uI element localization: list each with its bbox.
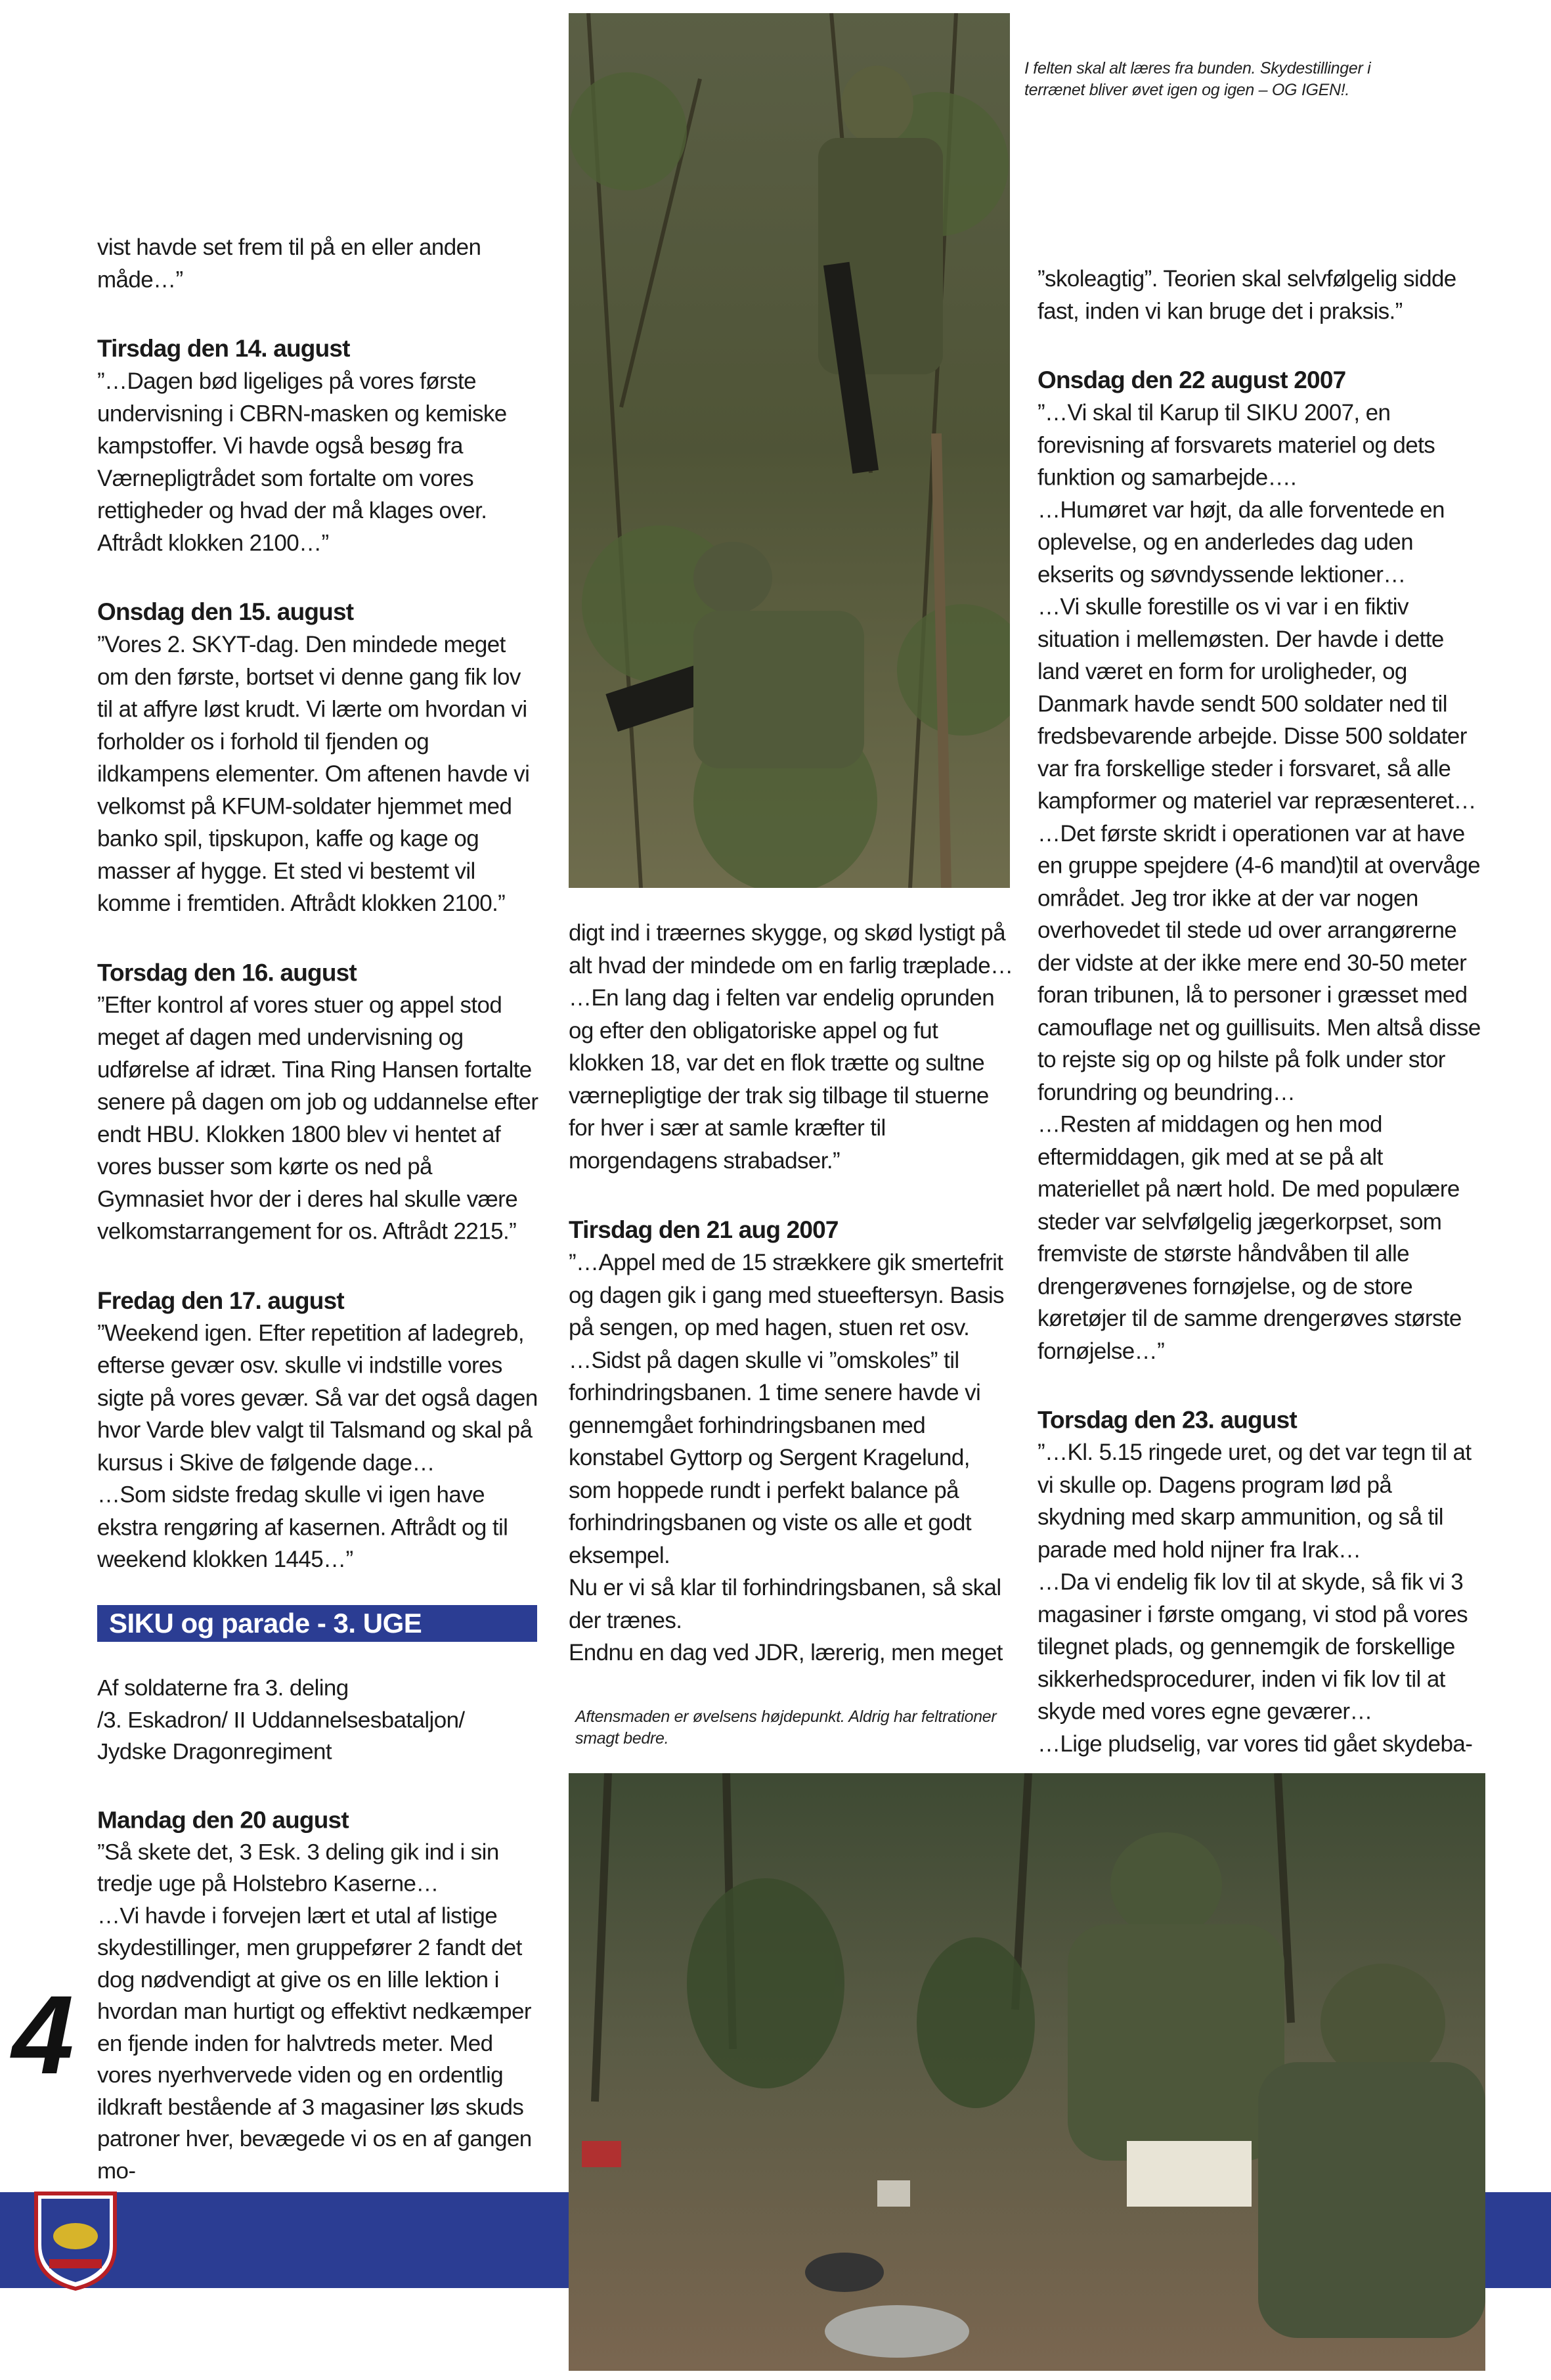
field-rations-photo	[569, 1773, 1485, 2371]
text-col2-cont: digt ind i træernes skygge, og skød lystigt på alt hvad der mindede om en farlig træplade… …En lang dag i felten var endelig oprunden og efter den obligatoriske appel og fut klokken 18, var det en flok trætte og sultne værnepligtige der trak sig tilbage til stuerne for hver i sær at samle kræfter til morgendagens strabadser.”	[569, 920, 1013, 1174]
heading-tue14: Tirsdag den 14. august	[97, 335, 350, 363]
text-wed15: ”Vores 2. SKYT-dag. Den mindede meget om den første, bortset vi denne gang fik lov til at affyre løst krudt. Vi lærte om hvordan vi forholder os i forhold til fjenden og ildkampens elementer. Om aftenen havde vi velkomst på KFUM-soldater hjemmet med banko spil, tipskupon, kaffe og kage og masser af hygge. Et sted vi bestemt vil komme i fremtiden. Aftrådt klokken 2100.”	[97, 632, 530, 916]
heading-thu16: Torsdag den 16. august	[97, 959, 357, 986]
heading-thu23: Torsdag den 23. august	[1038, 1406, 1297, 1434]
authors: Af soldaterne fra 3. deling /3. Eskadron/ II Uddannelsesbataljon/ Jydske Dragonregiment	[97, 1675, 465, 1765]
text-col3-cont: ”skoleagtig”. Teorien skal selvfølgelig sidde fast, inden vi kan bruge det i praksis.”	[1038, 265, 1456, 324]
text-thu16: ”Efter kontrol af vores stuer og appel stod meget af dagen med undervisning og udførelse af idræt. Tina Ring Hansen fortalte senere på dagen om job og uddannelse efter endt HBU. Klokken 1800 blev vi hentet af vores busser som kørte os ned på Gymnasiet hvor der i deres hal skulle være velkomstarrangement for os. Aftrådt 2215.”	[97, 992, 538, 1245]
heading-wed15: Onsdag den 15. august	[97, 598, 354, 626]
text-tue14: ”…Dagen bød ligeliges på vores første undervisning i CBRN-masken og kemiske kampstoffer. Vi havde også besøg fra Værnepligtrådet som fortalte om vores rettigheder og hvad der må klages over. Aftrådt klokken 2100…”	[97, 368, 507, 556]
heading-mon20: Mandag den 20 august	[97, 1806, 349, 1833]
forest-training-photo	[569, 13, 1010, 888]
regiment-crest-logo	[30, 2187, 121, 2292]
heading-wed22: Onsdag den 22 august 2007	[1038, 366, 1346, 394]
page-number: 4	[12, 1973, 74, 2098]
top-photo-caption: I felten skal alt læres fra bunden. Skydestillinger i terrænet bliver øvet igen og igen – OG IGEN!.	[1024, 59, 1371, 99]
column-1-lower	[97, 1672, 541, 2187]
heading-fri17: Fredag den 17. august	[97, 1287, 344, 1314]
column-1-intro: vist havde set frem til på en eller anden måde…”	[97, 234, 481, 293]
column-1	[97, 231, 541, 1576]
text-mon20: ”Så skete det, 3 Esk. 3 deling gik ind i sin tredje uge på Holstebro Kaserne… …Vi havde i forvejen lært et utal af listige skydestillinger, men gruppefører 2 fandt det dog nødvendigt at give os en lille lektion i hvordan man hurtigt og effektivt nedkæmper en fjende inden for halvtreds meter. Med vores nyerhvervede viden og en ordentlig ildkraft bestående af 3 magasiner løs skuds patroner hver, bevægede vi os en af gangen mo-	[97, 1839, 532, 2184]
section-heading: SIKU og parade - 3. UGE	[97, 1605, 537, 1642]
heading-tue21: Tirsdag den 21 aug 2007	[569, 1216, 839, 1243]
text-fri17: ”Weekend igen. Efter repetition af ladegreb, efterse gevær osv. skulle vi indstille vores sigte på vores gevær. Så var det også dagen hvor Varde blev valgt til Talsmand og skal på kursus i Skive de følgende dage… …Som sidste fredag skulle vi igen have ekstra rengøring af kasernen. Aftrådt og til weekend klokken 1445…”	[97, 1320, 538, 1573]
text-tue21: ”…Appel med de 15 strækkere gik smertefrit og dagen gik i gang med stueeftersyn. Basis på sengen, op med hagen, stuen ret osv. …Sidst på dagen skulle vi ”omskoles” til forhindringsbanen. 1 time senere havde vi gennemgået forhindringsbanen med konstabel Gyttorp og Sergent Kragelund, som hoppede rundt i perfekt balance på forhindringsbanen og viste os alle et godt eksempel. Nu er vi så klar til forhindringsbanen, så skal der trænes. Endnu en dag ved JDR, lærerig, men meget	[569, 1250, 1004, 1665]
column-3	[1038, 263, 1483, 1760]
text-thu23: ”…Kl. 5.15 ringede uret, og det var tegn til at vi skulle op. Dagens program lød på skydning med skarp ammunition, og så til parade med hold nijner fra Irak… …Da vi endelig fik lov til at skyde, så fik vi 3 magasiner i første omgang, vi stod på vores tilegnet plads, og gennemgik de forskellige sikkerhedsprocedurer, inden vi fik lov til at skyde med vores egne geværer… …Lige pludselig, var vores tid gået skydeba-	[1038, 1440, 1473, 1757]
column-2	[569, 917, 1015, 1669]
bottom-photo-caption: Aftensmaden er øvelsens højdepunkt. Aldrig har feltrationer smagt bedre.	[575, 1708, 997, 1748]
text-wed22: ”…Vi skal til Karup til SIKU 2007, en forevisning af forsvarets materiel og dets funktion og samarbejde…. …Humøret var højt, da alle forventede en oplevelse, og en anderledes dag uden ekserits og søvndyssende lektioner… …Vi skulle forestille os vi var i en fiktiv situation i mellemøsten. Der havde i dette land været en form for uroligheder, og Danmark havde sendt 500 soldater ned til fredsbevarende arbejde. Disse 500 soldater var fra forskellige steder i forsvaret, så alle kampformer og materiel var repræsenteret… …Det første skridt i operationen var at have en gruppe spejdere (4-6 mand)til at overvåge området. Jeg tror ikke at der var nogen overhovedet til stede ud over arrangørerne der vidste at der ikke mere end 30-50 meter foran tribunen, lå to personer i græsset med camouflage net og guillisuits. Men altså disse to rejste sig op og hilste på folk under stor forundring og beundring… …Resten af middagen og hen mod eftermiddagen, gik med at se på alt materiellet på nært hold. De med populære steder var selvfølgelig jægerkorpset, som fremviste de største håndvåben til alle drengerøvenes fornøjelse, og de store køretøjer til de samme drengerøves største fornøjelse…”	[1038, 399, 1481, 1364]
